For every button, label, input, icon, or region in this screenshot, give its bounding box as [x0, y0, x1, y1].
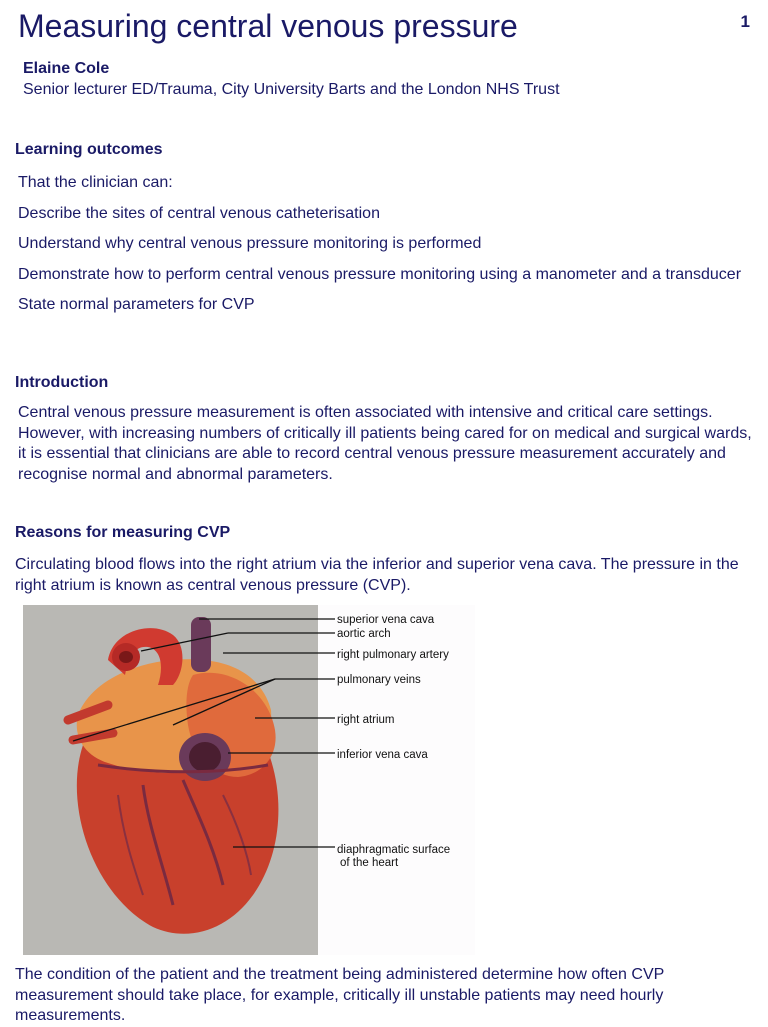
- author-name: Elaine Cole: [23, 60, 110, 77]
- label-aortic-arch: aortic arch: [337, 628, 391, 640]
- introduction-heading: Introduction: [15, 374, 109, 391]
- page-number: 1: [740, 12, 750, 31]
- label-of-the-heart: of the heart: [340, 857, 399, 869]
- label-right-pulmonary-artery: right pulmonary artery: [337, 649, 449, 661]
- list-item: Understand why central venous pressure monitoring is performed: [18, 235, 482, 252]
- label-right-atrium: right atrium: [337, 714, 395, 726]
- label-superior-vena-cava: superior vena cava: [337, 614, 435, 626]
- page-title: Measuring central venous pressure: [18, 8, 518, 44]
- list-item: Demonstrate how to perform central venous pressure monitoring using a manometer and a transducer: [18, 265, 742, 283]
- reasons-heading: Reasons for measuring CVP: [15, 524, 231, 541]
- learning-outcomes-heading: Learning outcomes: [15, 141, 163, 158]
- frequency-paragraph: The condition of the patient and the treatment being administered determine how often CVP measurement should take place, for example, critically ill unstable patients may need hourly measurements.: [15, 966, 664, 1024]
- introduction-paragraph: Central venous pressure measurement is often associated with intensive and critical care settings. However, with increasing numbers of critically ill patients being cared for on medical and surgical wards, it is essential that clinicians are able to record central venous pressure measurement accurately and recognise normal and abnormal parameters.: [18, 404, 752, 483]
- list-item: State normal parameters for CVP: [18, 296, 255, 313]
- heart-anatomy-figure: [23, 605, 475, 955]
- author-affiliation: Senior lecturer ED/Trauma, City University Barts and the London NHS Trust: [23, 81, 560, 98]
- learning-outcomes-list: [18, 173, 748, 326]
- label-pulmonary-veins: pulmonary veins: [337, 674, 421, 686]
- reasons-paragraph: Circulating blood flows into the right atrium via the inferior and superior vena cava. The pressure in the right atrium is known as central venous pressure (CVP).: [15, 556, 739, 594]
- label-inferior-vena-cava: inferior vena cava: [337, 749, 428, 761]
- label-diaphragmatic-surface: diaphragmatic surface: [337, 844, 451, 856]
- list-item: That the clinician can:: [18, 174, 173, 191]
- list-item: Describe the sites of central venous catheterisation: [18, 204, 380, 222]
